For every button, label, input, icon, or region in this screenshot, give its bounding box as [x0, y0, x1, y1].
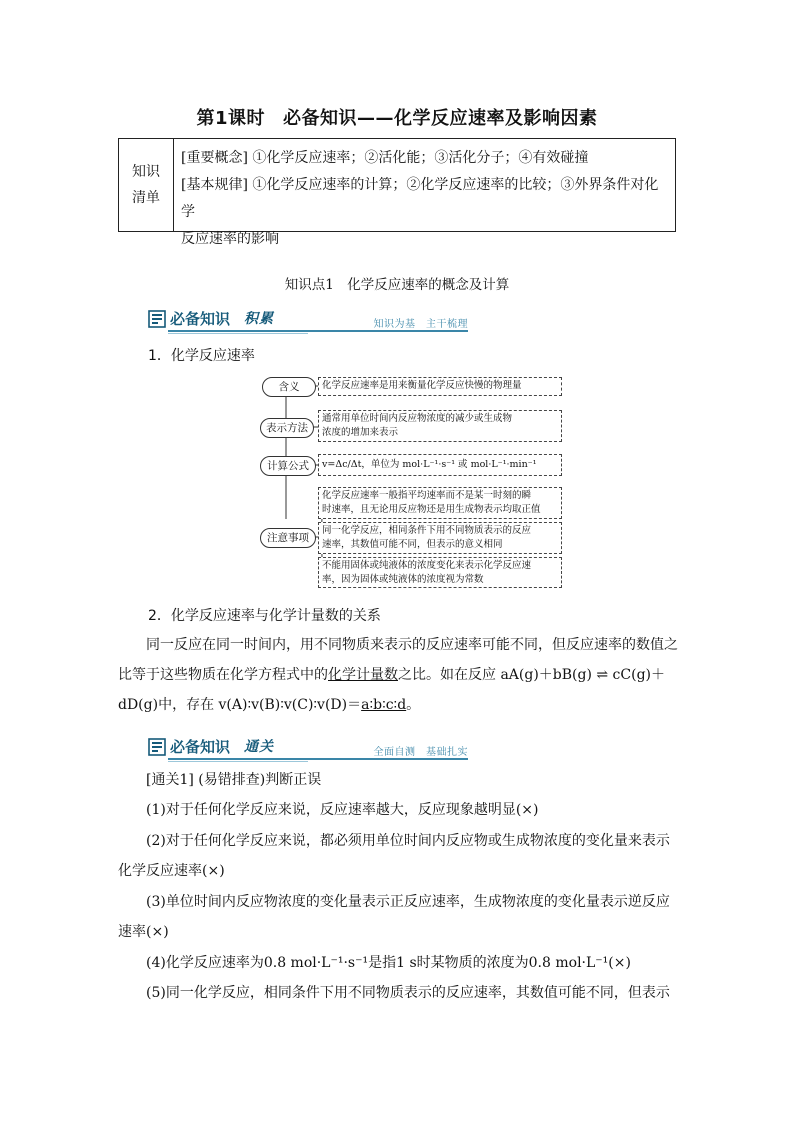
para-line-3-a: dD(g)中，存在 v(A)∶v(B)∶v(C)∶v(D)＝ [118, 697, 362, 713]
section-heading-1: 1．化学反应速率 [148, 348, 255, 364]
quiz-item-2-cont: 化学反应速率(×) [118, 863, 225, 879]
concept-diagram [256, 374, 562, 588]
banner-subtitle: 全面自测 基础扎实 [373, 747, 468, 758]
quiz-item-4: (4)化学反应速率为0.8 mol·L⁻¹·s⁻¹是指1 s时某物质的浓度为0.8 mol·L⁻¹(×) [146, 954, 631, 971]
formula-text: v=Δc/Δt，单位为 mol·L⁻¹·s⁻¹ 或 mol·L⁻¹·min⁻¹ [322, 459, 537, 470]
para-line-2 [118, 660, 678, 690]
node-representation: 表示方法 [260, 418, 314, 438]
note1-text-2: 时速率，且无论用反应物还是用生成物表示均取正值 [322, 504, 541, 515]
section-banner-pass [146, 736, 468, 760]
section-heading-2: 2．化学反应速率与化学计量数的关系 [148, 608, 381, 624]
diagram-connectors [256, 374, 562, 588]
note3-text-1: 不能用固体或纯液体的浓度变化来表示化学反应速 [322, 560, 532, 571]
box-representation [318, 410, 562, 442]
knowledge-point-title: 知识点1 化学反应速率的概念及计算 [284, 277, 510, 293]
quiz-item-3-cont: 速率(×) [118, 924, 169, 940]
quiz-item-1: (1)对于任何化学反应来说，反应速率越大，反应现象越明显(×) [146, 802, 539, 818]
banner-underline [168, 758, 468, 760]
box-meaning [318, 377, 562, 396]
banner-underline-2 [168, 761, 308, 762]
box-note-3 [318, 557, 562, 588]
book-icon [148, 738, 166, 756]
knowledge-list-label [119, 139, 174, 231]
paragraph-rate-ratio [118, 630, 678, 720]
basic-rules-line-cont: 反应速率的影响 [181, 231, 279, 247]
banner-underline-2 [168, 333, 308, 334]
knowledge-list-content [181, 145, 669, 253]
banner-title: 必备知识 [170, 738, 231, 756]
banner-badge: 积累 [244, 311, 274, 327]
node-meaning: 含义 [262, 377, 316, 397]
banner-badge: 通关 [244, 739, 274, 755]
lesson-number: 第1课时 [196, 108, 266, 129]
meaning-text: 化学反应速率是用来衡量化学反应快慢的物理量 [322, 380, 522, 391]
page-title [0, 104, 794, 130]
basic-rules-line: [基本规律] ①化学反应速率的计算；②化学反应速率的比较；③外界条件对化学 [181, 177, 659, 220]
quiz-title: [通关1] (易错排查)判断正误 [146, 772, 322, 788]
label-line-1: 知识 [132, 164, 160, 180]
key-concepts-line: [重要概念] ①化学反应速率；②活化能；③活化分子；④有效碰撞 [181, 150, 589, 166]
lesson-topic: 必备知识——化学反应速率及影响因素 [283, 108, 598, 129]
label-line-2: 清单 [132, 190, 160, 206]
quiz-list [118, 795, 678, 1009]
quiz-item-2: (2)对于任何化学反应来说，都必须用单位时间内反应物或生成物浓度的变化量来表示 [146, 832, 670, 849]
note2-text-1: 同一化学反应，相同条件下用不同物质表示的反应 [322, 525, 532, 536]
stoichiometric-coefficient-term: 化学计量数 [328, 667, 398, 683]
ratio-answer: a∶b∶c∶d [361, 697, 407, 713]
box-note-2 [318, 522, 562, 554]
quiz-item-3: (3)单位时间内反应物浓度的变化量表示正反应速率，生成物浓度的变化量表示逆反应 [146, 893, 670, 910]
banner-title: 必备知识 [170, 310, 231, 328]
para-line-2-a: 比等于这些物质在化学方程式中的 [118, 667, 328, 683]
note2-text-2: 速率，其数值可能不同，但表示的意义相同 [322, 539, 503, 550]
knowledge-list-table [118, 138, 676, 247]
para-line-3-b: 。 [406, 697, 421, 713]
box-note-1 [318, 487, 562, 519]
box-formula [318, 454, 562, 476]
quiz-item-5: (5)同一化学反应，相同条件下用不同物质表示的反应速率，其数值可能不同，但表示 [146, 985, 670, 1001]
node-notes: 注意事项 [260, 528, 316, 548]
banner-underline [168, 330, 468, 332]
para-line-2-b: 之比。如在反应 aA(g)＋bB(g) ⇌ cC(g)＋ [398, 667, 665, 683]
method-text-2: 浓度的增加来表示 [322, 427, 399, 438]
section-banner-accumulate [146, 308, 468, 332]
note1-text-1: 化学反应速率一般指平均速率而不是某一时刻的瞬 [322, 490, 532, 501]
para-line-3 [118, 690, 678, 720]
para-line-1: 同一反应在同一时间内，用不同物质来表示的反应速率可能不同，但反应速率的数值之 [146, 637, 678, 653]
book-icon [148, 310, 166, 328]
note3-text-2: 率，因为固体或纯液体的浓度视为常数 [322, 574, 484, 585]
banner-subtitle: 知识为基 主干梳理 [373, 319, 468, 330]
node-formula: 计算公式 [260, 456, 316, 476]
method-text-1: 通常用单位时间内反应物浓度的减少或生成物 [322, 413, 513, 424]
